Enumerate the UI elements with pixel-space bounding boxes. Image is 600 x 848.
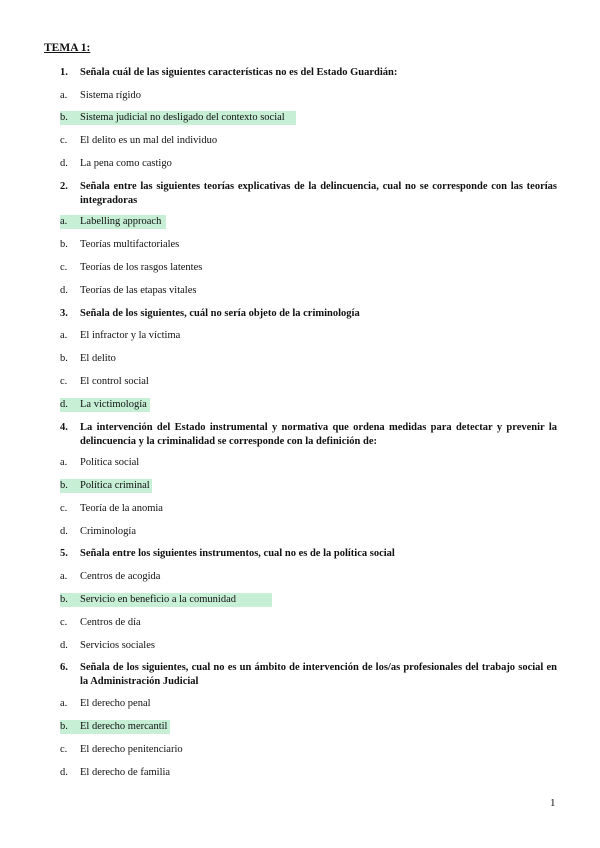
option-text: Teorías de los rasgos latentes (80, 262, 203, 273)
option-text: Labelling approach (80, 216, 162, 227)
option-text: El derecho penal (80, 698, 151, 709)
option-letter: b. (60, 239, 68, 250)
option-letter: a. (60, 698, 68, 709)
question-text: Señala de los siguientes, cual no es un ámbito de intervención de los/as profesionales del trabajo social en la Administración Judicial (80, 662, 557, 687)
q6-option-b (60, 720, 170, 734)
option-letter: b. (60, 480, 68, 491)
option-letter: d. (60, 767, 68, 778)
question-number: 5. (60, 548, 68, 559)
option-text: Política criminal (80, 480, 150, 491)
option-text: Servicio en beneficio a la comunidad (80, 594, 236, 605)
option-letter: a. (60, 90, 68, 101)
question-text: La intervención del Estado instrumental y normativa que ordena medidas para detectar y prevenir la delincuencia y la criminalidad se corresponde con la definición de: (80, 422, 557, 447)
option-text: Centros de acogida (80, 571, 161, 582)
option-letter: a. (60, 457, 68, 468)
q5-option-b (60, 593, 272, 607)
option-letter: d. (60, 285, 68, 296)
option-text: Teorías multifactoriales (80, 239, 180, 250)
question-text: Señala de los siguientes, cuál no sería objeto de la criminología (80, 308, 360, 319)
question-number: 6. (60, 662, 68, 673)
option-text: El derecho penitenciario (80, 744, 183, 755)
option-text: El derecho mercantil (80, 721, 168, 732)
question-1 (60, 66, 557, 80)
question-2 (60, 180, 557, 208)
option-text: El delito es un mal del individuo (80, 135, 218, 146)
option-letter: c. (60, 376, 68, 387)
option-text: El delito (80, 353, 116, 364)
option-text: Sistema rígido (80, 90, 141, 101)
option-letter: c. (60, 135, 68, 146)
option-text: Teoría de la anomia (80, 503, 163, 514)
option-text: La pena como castigo (80, 158, 172, 169)
section-title: TEMA 1: (44, 42, 91, 54)
option-text: El infractor y la víctima (80, 330, 181, 341)
option-letter: b. (60, 721, 68, 732)
question-number: 1. (60, 67, 68, 78)
option-letter: b. (60, 353, 68, 364)
option-letter: c. (60, 262, 68, 273)
option-text: El control social (80, 376, 149, 387)
option-text: Teorías de las etapas vitales (80, 285, 197, 296)
question-5 (60, 547, 557, 561)
option-letter: a. (60, 216, 68, 227)
question-text: Señala entre las siguientes teorías explicativas de la delincuencia, cual no se corresponde con las teorías integradoras (80, 181, 557, 206)
question-number: 3. (60, 308, 68, 319)
q2-option-a (60, 215, 166, 229)
option-text: Centros de día (80, 617, 141, 628)
question-number: 4. (60, 422, 68, 433)
question-3 (60, 307, 557, 321)
question-text: Señala entre los siguientes instrumentos, cual no es de la política social (80, 548, 395, 559)
option-letter: c. (60, 503, 68, 514)
option-letter: d. (60, 399, 68, 410)
option-text: Servicios sociales (80, 640, 155, 651)
question-text: Señala cuál de las siguientes características no es del Estado Guardián: (80, 67, 398, 78)
option-letter: d. (60, 526, 68, 537)
option-letter: d. (60, 640, 68, 651)
option-letter: b. (60, 112, 68, 123)
option-letter: a. (60, 330, 68, 341)
question-6 (60, 661, 557, 689)
q3-option-d (60, 398, 150, 412)
option-letter: d. (60, 158, 68, 169)
option-text: Política social (80, 457, 140, 468)
option-letter: c. (60, 617, 68, 628)
option-text: El derecho de familia (80, 767, 171, 778)
option-text: Sistema judicial no desligado del contexto social (80, 112, 285, 123)
q1-option-b (60, 111, 296, 125)
q4-option-b (60, 479, 152, 493)
option-letter: a. (60, 571, 68, 582)
question-number: 2. (60, 181, 68, 192)
page-number: 1 (550, 797, 556, 809)
question-4 (60, 421, 557, 449)
option-letter: c. (60, 744, 68, 755)
option-letter: b. (60, 594, 68, 605)
option-text: Criminología (80, 526, 136, 537)
option-text: La victimología (80, 399, 147, 410)
